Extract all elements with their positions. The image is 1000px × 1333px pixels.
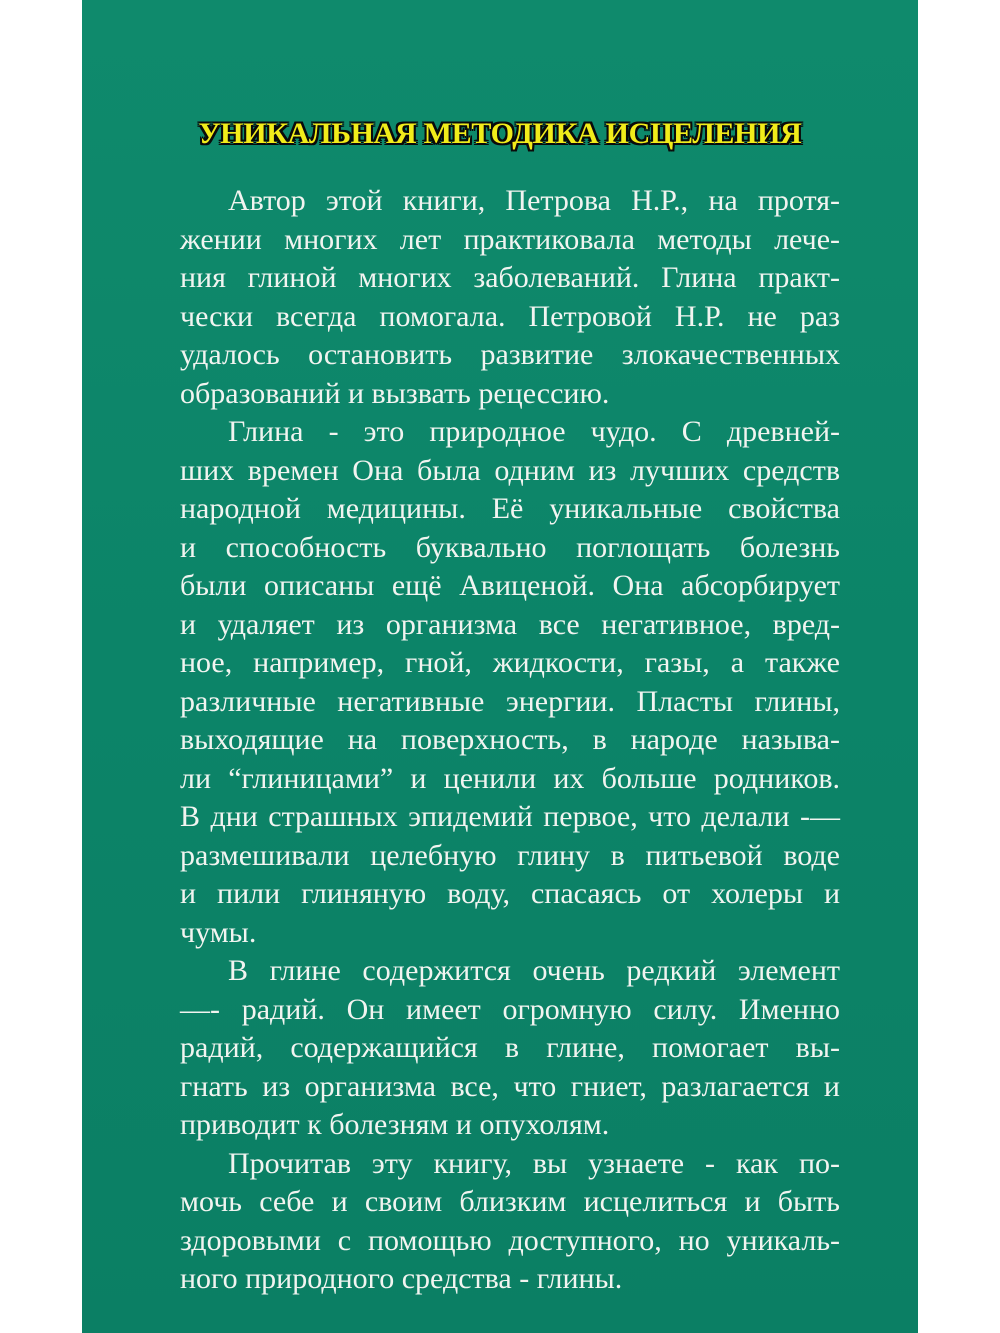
- text-line: выходящие на поверхность, в народе называ-: [180, 723, 840, 756]
- annotation-text: [180, 182, 840, 1299]
- text-line: размешивали целебную глину в питьевой воде: [180, 838, 840, 872]
- text-line: ное, например, гной, жидкости, газы, а также: [180, 646, 840, 679]
- text-line: различные негативные энергии. Пласты глины,: [180, 684, 840, 718]
- cover-title: УНИКАЛЬНАЯ МЕТОДИКА ИСЦЕЛЕНИЯ: [198, 117, 802, 150]
- text-line: народной медицины. Её уникальные свойства: [180, 492, 840, 525]
- paragraph-4: [180, 1145, 840, 1299]
- text-line: удалось остановить развитие злокачественных: [180, 338, 840, 371]
- book-back-cover: [82, 0, 918, 1333]
- text-line: мочь себе и своим близким исцелиться и быть: [180, 1185, 840, 1218]
- text-line: Прочитав эту книгу, вы узнаете - как по-: [228, 1146, 840, 1180]
- text-line: приводит к болезням и опухолям.: [180, 1108, 610, 1141]
- paragraph-2: [180, 413, 840, 952]
- text-line: и способность буквально поглощать болезнь: [180, 530, 840, 564]
- text-line: жении многих лет практиковала методы лече-: [180, 222, 840, 256]
- text-line: ния глиной многих заболеваний. Глина практ-: [180, 261, 840, 294]
- text-line: В глине содержится очень редкий элемент: [228, 954, 840, 987]
- text-line: Глина - это природное чудо. С древней-: [228, 415, 840, 448]
- text-line: ли “глиницами” и ценили их больше родников.: [180, 761, 840, 795]
- text-line: ного природного средства - глины.: [180, 1262, 623, 1295]
- text-line: чумы.: [180, 915, 257, 949]
- paragraph-1: [180, 182, 840, 413]
- text-line: чески всегда помогала. Петровой Н.Р. не раз: [180, 299, 840, 333]
- text-line: радий, содержащийся в глине, помогает вы-: [180, 1031, 840, 1064]
- text-line: и удаляет из организма все негативное, вред-: [180, 607, 840, 641]
- text-line: Автор этой книги, Петрова Н.Р., на протя-: [228, 184, 840, 217]
- text-line: и пили глиняную воду, спасаясь от холеры и: [180, 877, 840, 910]
- text-line: В дни страшных эпидемий первое, что делали -—: [180, 800, 840, 833]
- text-line: ших времен Она была одним из лучших средств: [180, 453, 840, 487]
- text-line: —- радий. Он имеет огромную силу. Именно: [180, 992, 840, 1026]
- text-line: здоровыми с помощью доступного, но уникаль-: [180, 1223, 840, 1257]
- text-line: были описаны ещё Авиценой. Она абсорбирует: [180, 569, 840, 602]
- text-line: образований и вызвать рецессию.: [180, 376, 610, 410]
- paragraph-3: [180, 952, 840, 1145]
- text-line: гнать из организма все, что гниет, разлагается и: [180, 1069, 840, 1103]
